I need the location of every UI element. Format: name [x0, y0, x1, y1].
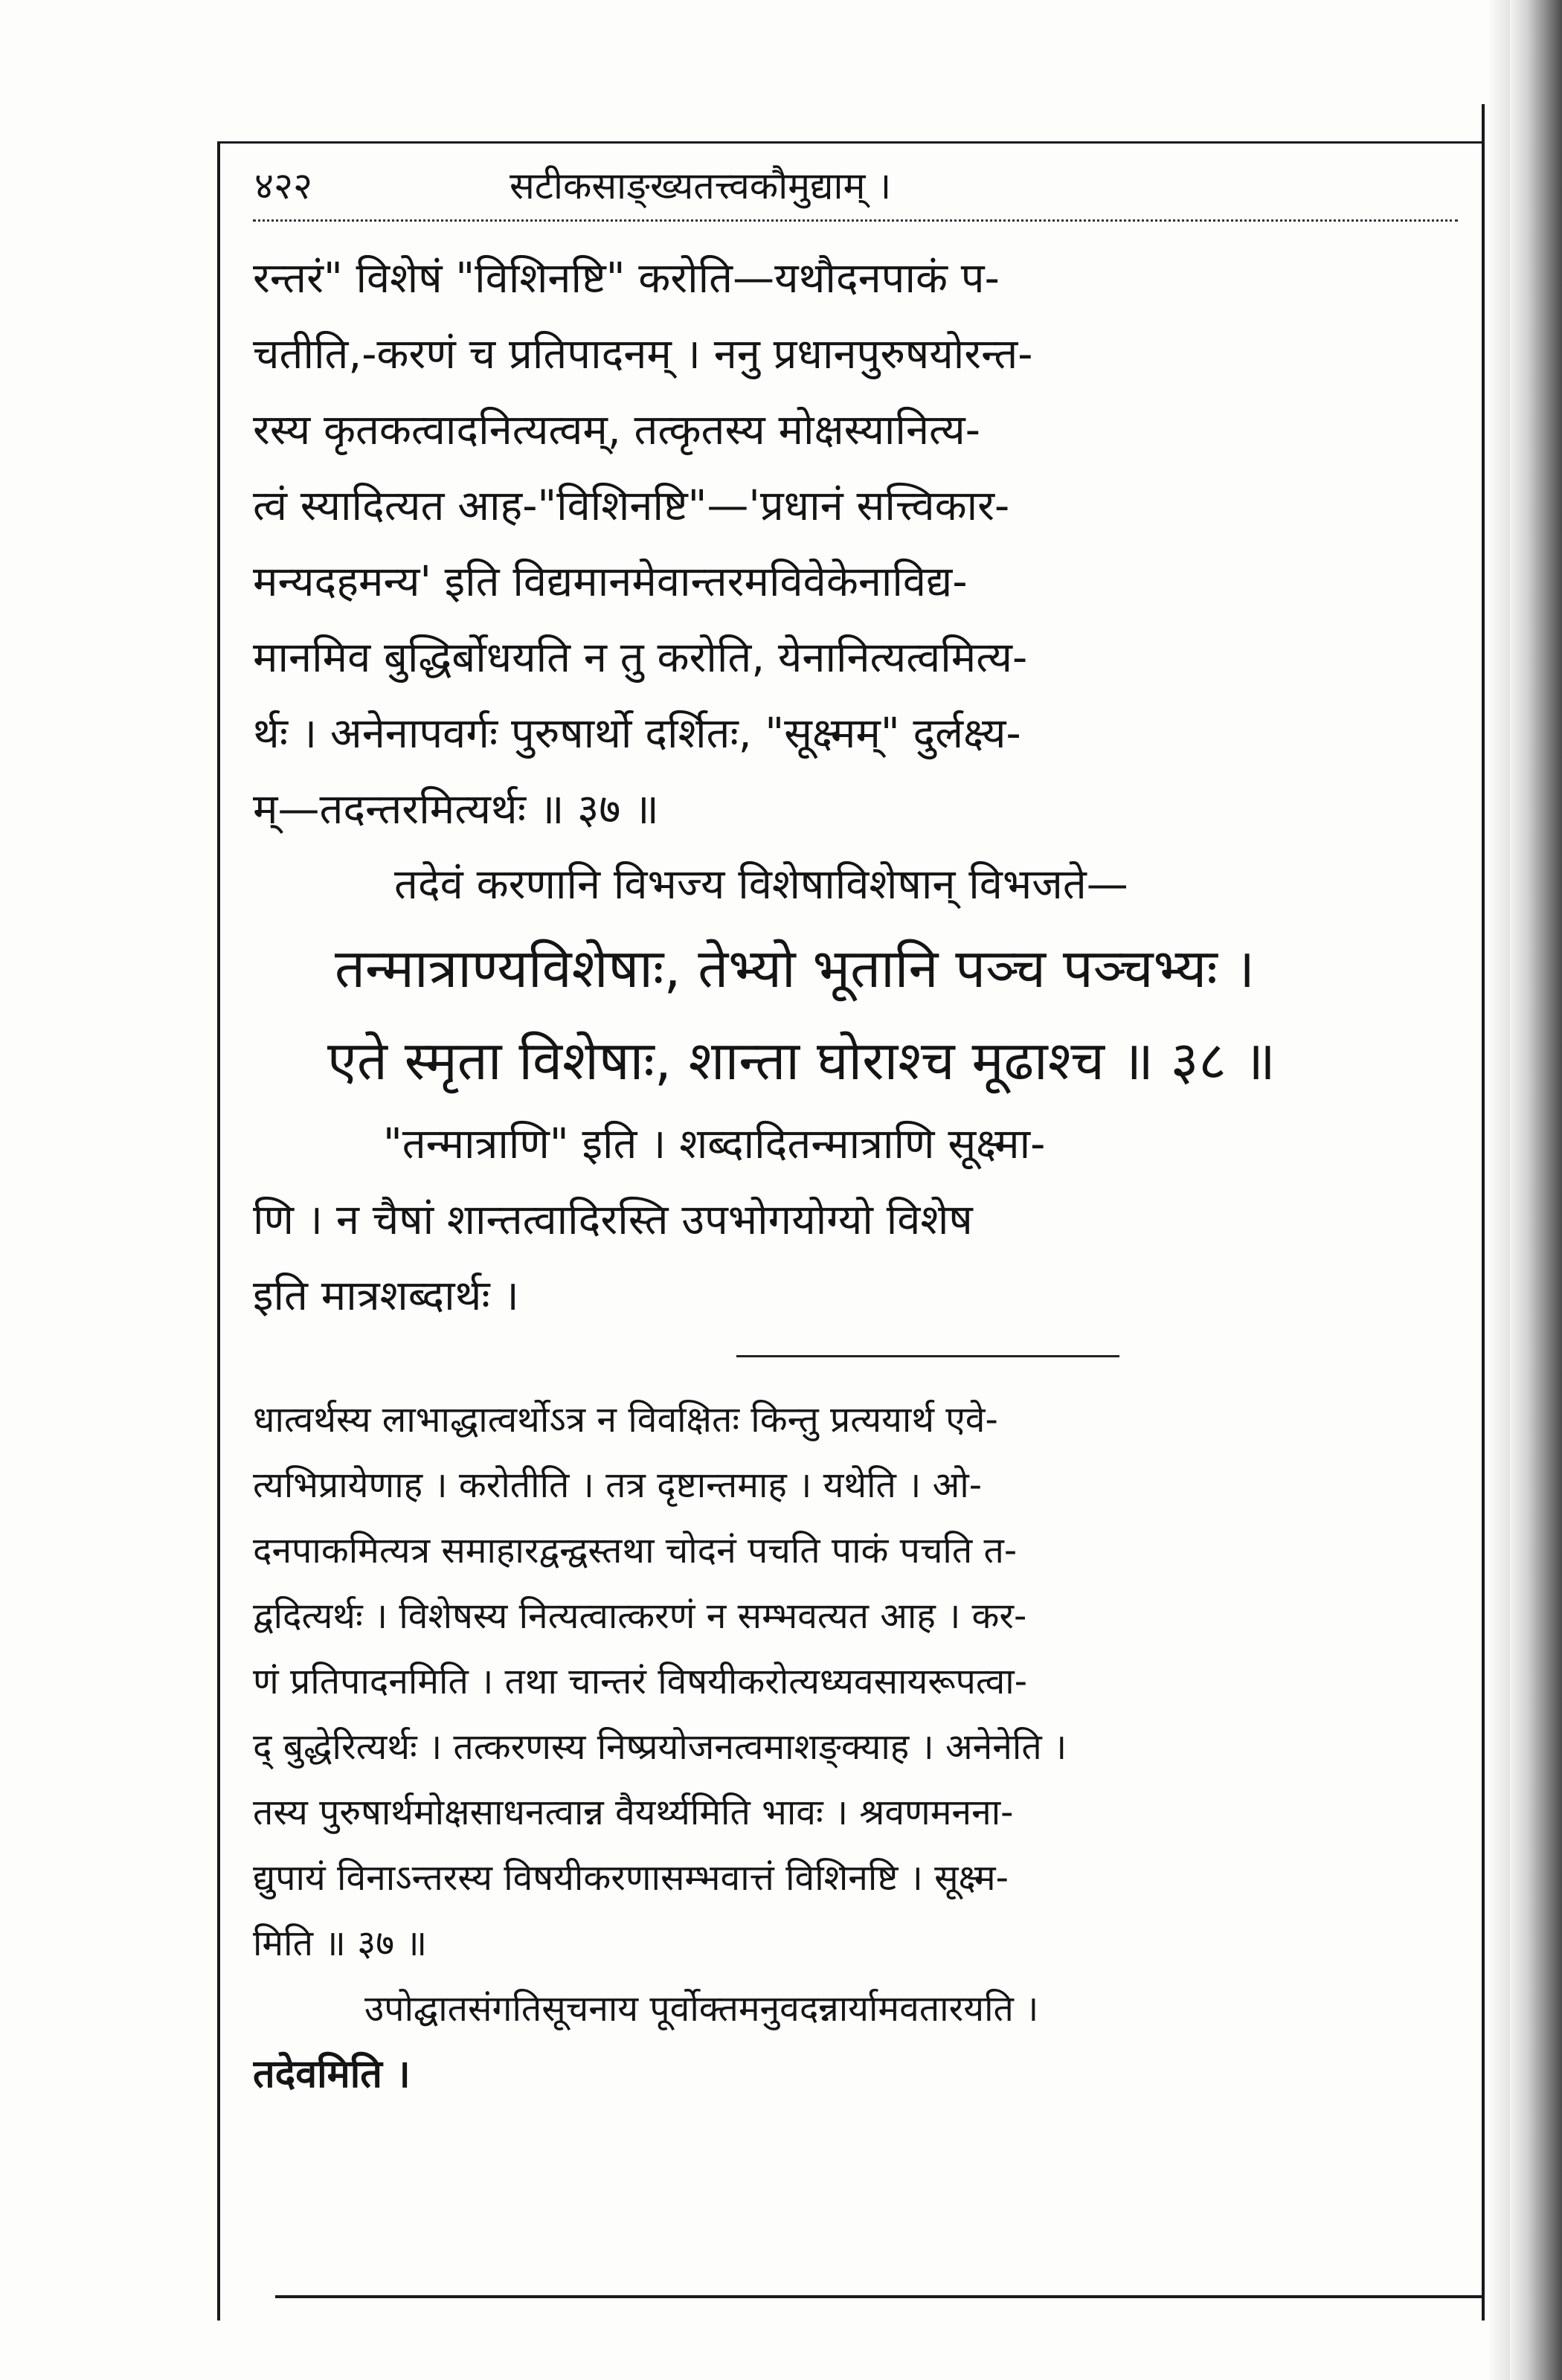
verse-introduction: तदेवं करणानि विभज्य विशेषाविशेषान् विभजते—: [394, 861, 1128, 909]
page-frame-top: [217, 141, 1485, 144]
commentary-line: मानमिव बुद्धिर्बोधयति न तु करोति, येनानित्यत्वमित्य-: [253, 634, 1028, 682]
footnote-line: त्यभिप्रायेणाह । करोतीति । तत्र दृष्टान्तमाह । यथेति । ओ-: [253, 1464, 983, 1506]
running-title: सटीकसाङ्ख्यतत्त्वकौमुद्याम् ।: [510, 164, 892, 208]
footnote-line: द् बुद्धेरित्यर्थः । तत्करणस्य निष्प्रयोजनत्वमाशङ्क्याह । अनेनेति ।: [253, 1726, 1067, 1768]
explanation-line: "तन्मात्राणि" इति । शब्दादितन्मात्राणि सूक्ष्मा-: [383, 1120, 1046, 1168]
page-frame-bottom: [275, 2295, 1485, 2298]
footnote-line: मिति ॥ ३७ ॥: [253, 1923, 428, 1964]
explanation-line: इति मात्रशब्दार्थः ।: [253, 1272, 519, 1320]
header-divider: [253, 219, 1458, 235]
book-spine-edge: [1510, 0, 1562, 2380]
footnote-separator: [736, 1355, 1119, 1357]
commentary-line: म्—तदन्तरमित्यर्थः ॥ ३७ ॥: [253, 785, 659, 834]
commentary-line: चतीति,-करणं च प्रतिपादनम् । ननु प्रधानपुरुषयोरन्त-: [253, 330, 1033, 379]
page-frame-right: [1482, 104, 1485, 2320]
footnote-line: तस्य पुरुषार्थमोक्षसाधनत्वान्न वैयर्थ्यमिति भावः । श्रवणमनना-: [253, 1792, 1014, 1833]
footnote-line: द्युपायं विनाऽन्तरस्य विषयीकरणासम्भवात्तं विशिनष्टि । सूक्ष्म-: [253, 1857, 1009, 1899]
page-frame-left: [217, 141, 220, 2320]
commentary-line: रन्तरं" विशेषं "विशिनष्टि" करोति—यथौदनपाकं प-: [253, 254, 1000, 303]
page-header: [253, 152, 1458, 219]
verse-block: [253, 922, 1458, 1107]
commentary-block: [253, 241, 1458, 848]
footnote-line: धात्वर्थस्य लाभाद्धात्वर्थोऽत्र न विवक्षितः किन्तु प्रत्ययार्थ एवे-: [253, 1399, 998, 1441]
footnote-line: द्वदित्यर्थः । विशेषस्य नित्यत्वात्करणं न सम्भवत्यत आह । कर-: [253, 1595, 1027, 1637]
explanation-line: णि । न चैषां शान्तत्वादिरस्ति उपभोगयोग्यो विशेष: [253, 1196, 973, 1244]
commentary-line: रस्य कृतकत्वादनित्यत्वम्, तत्कृतस्य मोक्षस्यानित्य-: [253, 406, 980, 454]
footnote-line: दनपाकमित्यत्र समाहारद्वन्द्वस्तथा चोदनं पचति पाकं पचति त-: [253, 1530, 1018, 1572]
verse-line: तन्मात्राण्यविशेषाः, तेभ्यो भूतानि पञ्च पञ्चभ्यः ।: [335, 937, 1255, 1000]
commentary-line: र्थः । अनेनापवर्गः पुरुषार्थो दर्शितः, "सूक्ष्मम्" दुर्लक्ष्य-: [253, 710, 1021, 758]
page-gutter-shadow: [1488, 0, 1510, 2380]
page-number: ४२२: [254, 164, 312, 208]
footnote-line: तदेवमिति ।: [253, 2052, 411, 2097]
commentary-line: त्वं स्यादित्यत आह-"विशिनष्टि"—'प्रधानं सत्त्विकार-: [253, 482, 1010, 530]
footnote-line: उपोद्घातसंगतिसूचनाय पूर्वोक्तमनुवदन्नार्यामवतारयति ।: [364, 1988, 1039, 2030]
footnote-block: [253, 1387, 1458, 2107]
footnote-line: णं प्रतिपादनमिति । तथा चान्तरं विषयीकरोत्यध्यवसायरूपत्वा-: [253, 1661, 1028, 1702]
explanation-block: [253, 1107, 1458, 1334]
commentary-line: मन्यदहमन्य' इति विद्यमानमेवान्तरमविवेकेनाविद्य-: [253, 558, 968, 606]
page-content: [253, 152, 1458, 2107]
verse-line: एते स्मृता विशेषाः, शान्ता घोराश्च मूढाश्च ॥ ३८ ॥: [327, 1029, 1276, 1092]
